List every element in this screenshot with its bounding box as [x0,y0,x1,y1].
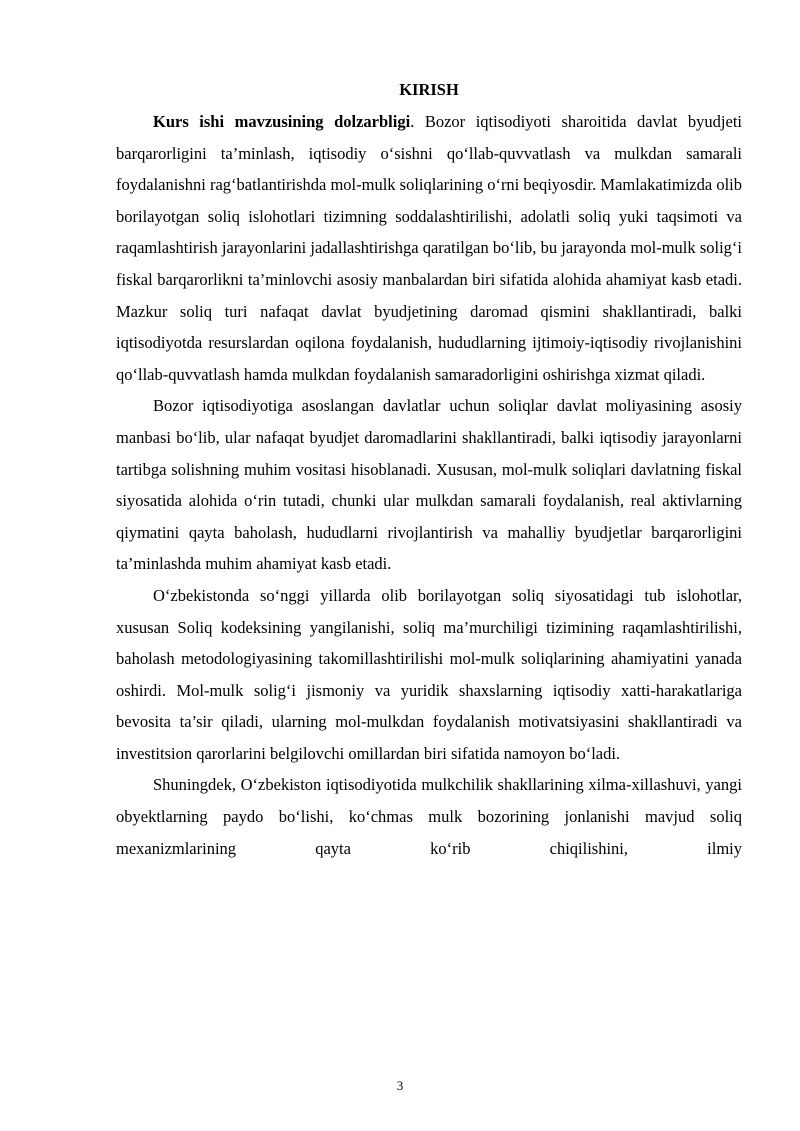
page-number: 3 [396,1078,404,1093]
paragraph-ownership-forms [116,769,742,864]
page-body [116,74,742,864]
paragraph-reforms [116,580,742,770]
paragraph-text: Shuningdek, O‘zbekiston iqtisodiyotida mulkchilik shakllarining xilma-xillashuvi, yangi obyektlarning paydo bo‘lishi, ko‘chmas mulk bozorining jonlanishi mavjud soliq mexanizmlarining qayta ko‘rib chiqilishini, ilmiy [116,775,742,858]
paragraph-text: O‘zbekistonda so‘nggi yillarda olib borilayotgan soliq siyosatidagi tub islohotlar, xususan Soliq kodeksining yangilanishi, soliq ma’murchiligi tizimining raqamlashtirilishi, baholash metodologiyasining takomillashtirilishi mol-mulk soliqlarining ahamiyatini yanada oshirdi. Mol-mulk solig‘i jismoniy va yuridik shaxslarning iqtisodiy xatti-harakatlariga bevosita ta’sir qiladi, ularning mol-mulkdan foydalanish motivatsiyasini shakllantiradi va investitsion qarorlarini belgilovchi omillardan biri sifatida namoyon bo‘ladi. [116,585,742,763]
paragraph-lead: Kurs ishi mavzusining dolzarbligi [153,112,411,131]
section-heading: KIRISH [399,80,459,99]
paragraph-text: . Bozor iqtisodiyoti sharoitida davlat byudjeti barqarorligini ta’minlash, iqtisodiy o‘sishni qo‘llab-quvvatlash va mulkdan samarali foydalanishni rag‘batlantirishda mol-mulk soliqlarining o‘rni beqiyosdir. Mamlakatimizda olib borilayotgan soliq islohotlari tizimning soddalashtirilishi, adolatli soliq yuki taqsimoti va raqamlashtirish jarayonlarini jadallashtirishga qaratilgan bo‘lib, bu jarayonda mol-mulk solig‘i fiskal barqarorlikni ta’minlovchi asosiy manbalardan biri sifatida alohida ahamiyat kasb etadi. Mazkur soliq turi nafaqat davlat byudjetining daromad qismini shakllantiradi, balki iqtisodiyotda resurslardan oqilona foydalanish, hududlarning ijtimoiy-iqtisodiy rivojlanishini qo‘llab-quvvatlash hamda mulkdan foydalanish samaradorligini oshirishga xizmat qiladi. [116,112,742,384]
paragraph-relevance [116,106,742,390]
paragraph-market-economy [116,390,742,580]
paragraph-text: Bozor iqtisodiyotiga asoslangan davlatlar uchun soliqlar davlat moliyasining asosiy manbasi bo‘lib, ular nafaqat byudjet daromadlarini shakllantiradi, balki iqtisodiy jarayonlarni tartibga solishning muhim vositasi hisoblanadi. Xususan, mol-mulk soliqlari davlatning fiskal siyosatida alohida o‘rin tutadi, chunki ular mulkdan samarali foydalanish, real aktivlarning qiymatini qayta baholash, hududlarni rivojlantirish va mahalliy byudjetlar barqarorligini ta’minlashda muhim ahamiyat kasb etadi. [116,396,742,574]
